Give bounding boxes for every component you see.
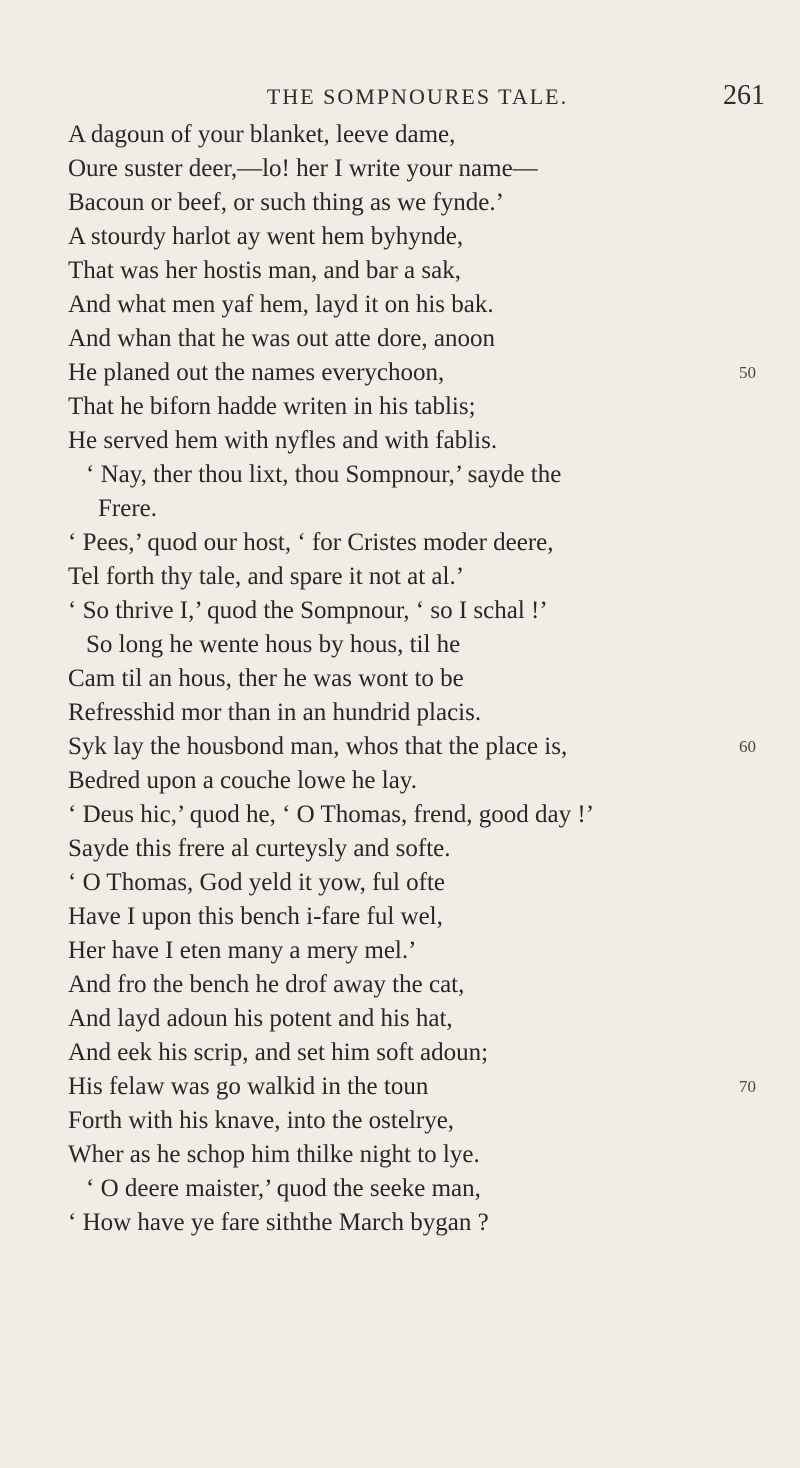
- verse-line: [68, 1070, 768, 1104]
- verse-line: [68, 458, 768, 492]
- verse-line: [68, 1138, 768, 1172]
- verse-text: Wher as he schop him thilke night to lye.: [68, 1141, 480, 1168]
- verse-text: Forth with his knave, into the ostelrye,: [68, 1107, 455, 1134]
- verse-line: [68, 1036, 768, 1070]
- verse-text: A stourdy harlot ay went hem byhynde,: [68, 223, 464, 250]
- verse-text: That was her hostis man, and bar a sak,: [68, 257, 461, 284]
- verse-text: Bacoun or beef, or such thing as we fynde.’: [68, 189, 504, 216]
- verse-text: And fro the bench he drof away the cat,: [68, 971, 465, 998]
- verse-text: Her have I eten many a mery mel.’: [68, 937, 417, 964]
- verse-line: [68, 1206, 768, 1240]
- verse-text: ‘ Pees,’ quod our host, ‘ for Cristes moder deere,: [68, 529, 554, 556]
- verse-text: Syk lay the housbond man, whos that the place is,: [68, 733, 568, 760]
- verse-line: [68, 152, 768, 186]
- verse-text: ‘ O Thomas, God yeld it yow, ful ofte: [68, 869, 446, 896]
- verse-text: ‘ Deus hic,’ quod he, ‘ O Thomas, frend, good day !’: [68, 801, 595, 828]
- running-title: THE SOMPNOURES TALE.: [266, 84, 569, 109]
- verse-line: [68, 696, 768, 730]
- verse-line: [68, 730, 768, 764]
- verse-line: [68, 220, 768, 254]
- verse-line: [68, 254, 768, 288]
- verse-text: And whan that he was out atte dore, anoon: [68, 325, 495, 352]
- verse-line: [68, 764, 768, 798]
- verse-text: A dagoun of your blanket, leeve dame,: [68, 121, 456, 148]
- page-number: 261: [723, 80, 765, 111]
- verse-text: And eek his scrip, and set him soft adoun;: [68, 1039, 489, 1066]
- verse-line: [68, 526, 768, 560]
- verse-text: So long he wente hous by hous, til he: [86, 631, 461, 658]
- page-header: [70, 80, 765, 116]
- verse-line: [68, 322, 768, 356]
- verse-line: [68, 662, 768, 696]
- verse-line: [68, 118, 768, 152]
- verse-text: He served hem with nyfles and with fablis.: [68, 427, 498, 454]
- line-number: 50: [739, 363, 756, 382]
- verse-text: That he biforn hadde writen in his tablis;: [68, 393, 476, 420]
- verse-text: He planed out the names everychoon,: [68, 359, 445, 386]
- verse-line: [68, 288, 768, 322]
- verse-line: [68, 594, 768, 628]
- verse-text: Refresshid mor than in an hundrid placis.: [68, 699, 482, 726]
- verse-text: Have I upon this bench i-fare ful wel,: [68, 903, 443, 930]
- verse-text: ‘ So thrive I,’ quod the Sompnour, ‘ so I schal !’: [68, 597, 548, 624]
- verse-line: [68, 900, 768, 934]
- verse-line: [68, 492, 768, 526]
- verse-text: ‘ Nay, ther thou lixt, thou Sompnour,’ sayde the: [86, 461, 562, 488]
- verse-line: [68, 1172, 768, 1206]
- verse-text: And what men yaf hem, layd it on his bak.: [68, 291, 494, 318]
- verse-text: ‘ How have ye fare siththe March bygan ?: [68, 1209, 489, 1236]
- verse-line: [68, 832, 768, 866]
- verse-text: Oure suster deer,—lo! her I write your name—: [68, 155, 538, 182]
- verse-text: Frere.: [98, 495, 157, 522]
- verse-text: Tel forth thy tale, and spare it not at al.’: [68, 563, 465, 590]
- verse-line: [68, 560, 768, 594]
- verse-line: [68, 934, 768, 968]
- verse-text: Cam til an hous, ther he was wont to be: [68, 665, 464, 692]
- verse-text: And layd adoun his potent and his hat,: [68, 1005, 453, 1032]
- verse-text: Sayde this frere al curteysly and softe.: [68, 835, 451, 862]
- verse-text: ‘ O deere maister,’ quod the seeke man,: [86, 1175, 481, 1202]
- verse-line: [68, 1002, 768, 1036]
- verse-text: Bedred upon a couche lowe he lay.: [68, 767, 417, 794]
- verse-line: [68, 186, 768, 220]
- verse-line: [68, 424, 768, 458]
- line-number: 70: [739, 1077, 756, 1096]
- verse-line: [68, 798, 768, 832]
- verse-line: [68, 356, 768, 390]
- poem-text: [68, 118, 768, 1240]
- line-number: 60: [739, 737, 756, 756]
- verse-line: [68, 866, 768, 900]
- verse-line: [68, 390, 768, 424]
- verse-line: [68, 968, 768, 1002]
- verse-text: His felaw was go walkid in the toun: [68, 1073, 429, 1100]
- verse-line: [68, 628, 768, 662]
- verse-line: [68, 1104, 768, 1138]
